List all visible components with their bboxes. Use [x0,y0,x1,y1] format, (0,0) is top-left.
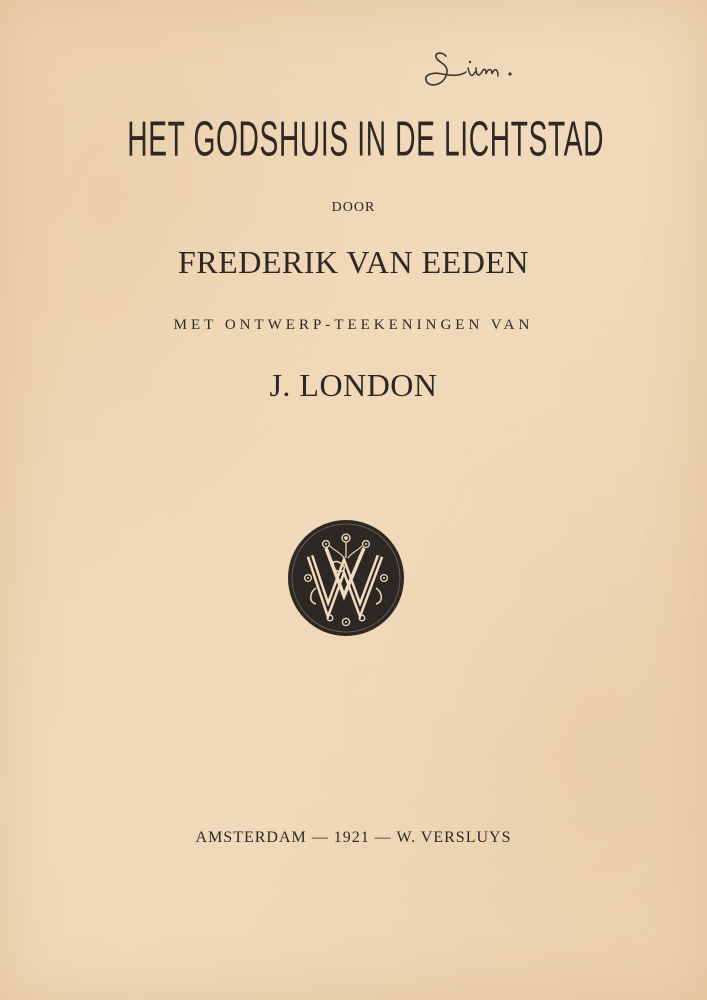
illustrations-credit: MET ONTWERP-TEEKENINGEN VAN [173,317,534,333]
author-name: FREDERIK VAN EEDEN [178,244,529,280]
book-title: HET GODSHUIS IN DE LICHTSTAD [127,112,605,167]
publisher-imprint: AMSTERDAM — 1921 — W. VERSLUYS [195,829,512,846]
handwritten-signature [420,46,540,96]
illustrator-name: J. LONDON [269,367,438,403]
publisher-monogram-icon [286,518,406,638]
byline-label: DOOR [331,200,376,215]
